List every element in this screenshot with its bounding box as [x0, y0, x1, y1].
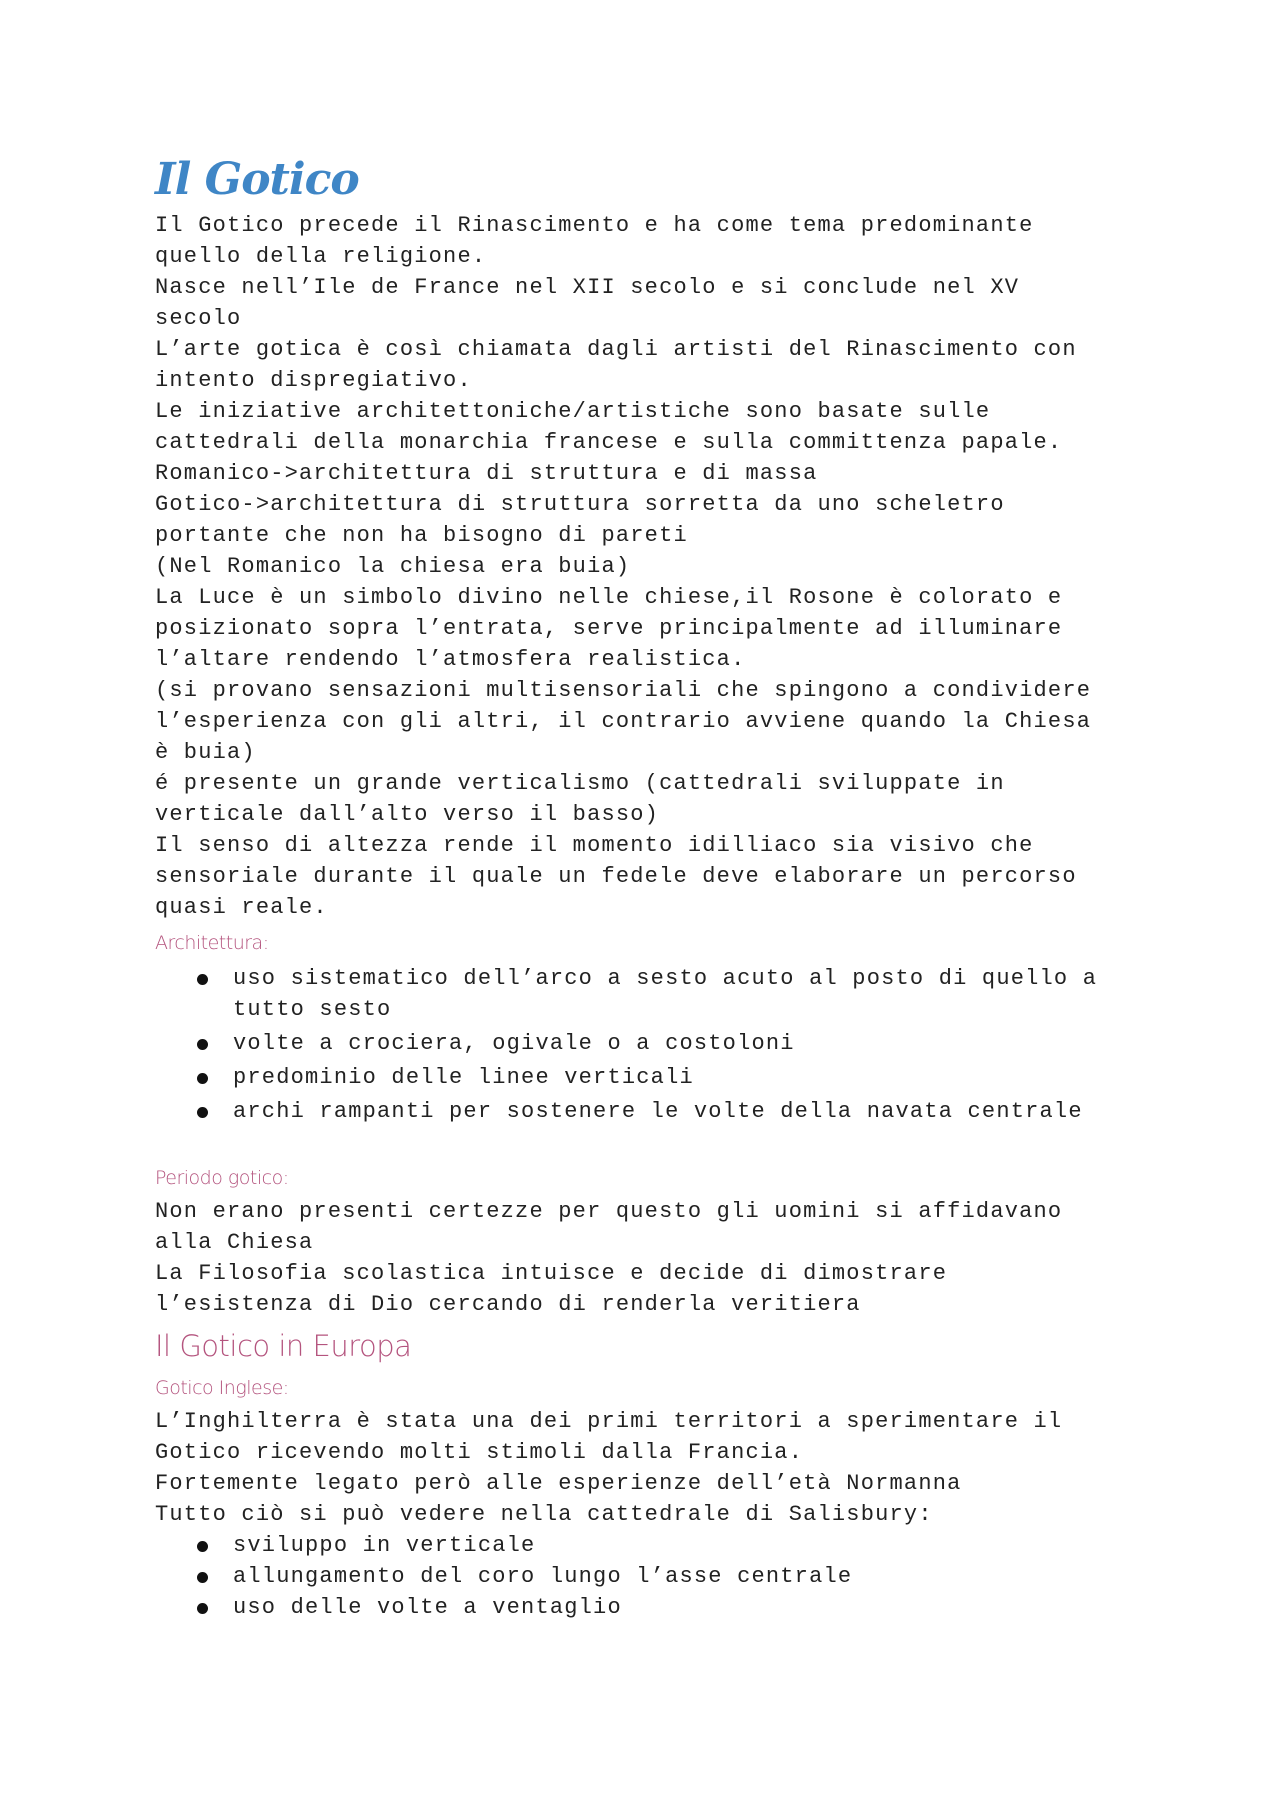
list-item	[155, 1062, 1155, 1093]
page-title: Il Gotico	[155, 154, 359, 205]
text-line: posizionato sopra l’entrata, serve principalmente ad illuminare	[155, 616, 1063, 641]
list-item-text: archi rampanti per sostenere le volte della navata centrale	[233, 1099, 1083, 1124]
text-line: Tutto ciò si può vedere nella cattedrale di Salisbury:	[155, 1502, 933, 1527]
list-item-text: volte a crociera, ogivale o a costoloni	[233, 1031, 795, 1056]
section-heading-architettura: Architettura:	[155, 932, 269, 954]
list-item	[155, 1561, 1155, 1592]
text-line: l’altare rendendo l’atmosfera realistica.	[155, 647, 746, 672]
text-line: Il Gotico precede il Rinascimento e ha come tema predominante	[155, 213, 1034, 238]
text-line: quello della religione.	[155, 244, 487, 269]
bullet-icon	[197, 1039, 208, 1050]
bullet-icon	[197, 1603, 208, 1614]
text-line: cattedrali della monarchia francese e sulla committenza papale.	[155, 430, 1063, 455]
text-line: portante che non ha bisogno di pareti	[155, 523, 688, 548]
text-line: quasi reale.	[155, 895, 328, 920]
section-heading-inglese: Gotico Inglese:	[155, 1377, 289, 1399]
text-line: L’arte gotica è così chiamata dagli artisti del Rinascimento con	[155, 337, 1077, 362]
text-line: l’esperienza con gli altri, il contrario avviene quando la Chiesa	[155, 709, 1092, 734]
text-line: l’esistenza di Dio cercando di renderla veritiera	[155, 1292, 861, 1317]
inglese-list	[155, 1530, 1155, 1623]
text-line: Non erano presenti certezze per questo gli uomini si affidavano	[155, 1199, 1063, 1224]
intro-text	[155, 210, 1155, 923]
periodo-text	[155, 1196, 1155, 1320]
list-item	[155, 1096, 1155, 1127]
list-item-text: allungamento del coro lungo l’asse centrale	[233, 1564, 853, 1589]
text-line: La Filosofia scolastica intuisce e decide di dimostrare	[155, 1261, 948, 1286]
list-item	[155, 1028, 1155, 1059]
text-line: Gotico ricevendo molti stimoli dalla Francia.	[155, 1440, 804, 1465]
text-line: La Luce è un simbolo divino nelle chiese,il Rosone è colorato e	[155, 585, 1063, 610]
section-heading-periodo: Periodo gotico:	[155, 1167, 289, 1189]
text-line: Le iniziative architettoniche/artistiche sono basate sulle	[155, 399, 991, 424]
text-line: Gotico->architettura di struttura sorretta da uno scheletro	[155, 492, 1005, 517]
inglese-text	[155, 1406, 1155, 1530]
document-page	[155, 150, 1155, 1623]
text-line: Fortemente legato però alle esperienze dell’età Normanna	[155, 1471, 962, 1496]
text-line: L’Inghilterra è stata una dei primi territori a sperimentare il	[155, 1409, 1063, 1434]
text-line: Romanico->architettura di struttura e di massa	[155, 461, 818, 486]
list-item	[155, 1530, 1155, 1561]
text-line: è buia)	[155, 740, 256, 765]
text-line: (si provano sensazioni multisensoriali che spingono a condividere	[155, 678, 1092, 703]
section-heading-europa: Il Gotico in Europa	[155, 1329, 412, 1363]
list-item	[155, 1592, 1155, 1623]
bullet-icon	[197, 1572, 208, 1583]
text-line: Il senso di altezza rende il momento idilliaco sia visivo che	[155, 833, 1034, 858]
bullet-icon	[197, 974, 208, 985]
bullet-icon	[197, 1541, 208, 1552]
list-item-text: predominio delle linee verticali	[233, 1065, 694, 1090]
text-line: Nasce nell’Ile de France nel XII secolo e si conclude nel XV	[155, 275, 1020, 300]
list-item-text: uso sistematico dell’arco a sesto acuto al posto di quello a tutto sesto	[233, 966, 1098, 1022]
text-line: alla Chiesa	[155, 1230, 314, 1255]
bullet-icon	[197, 1107, 208, 1118]
text-line: intento dispregiativo.	[155, 368, 472, 393]
text-line: secolo	[155, 306, 242, 331]
list-item-text: uso delle volte a ventaglio	[233, 1595, 622, 1620]
text-line: é presente un grande verticalismo (cattedrali sviluppate in	[155, 771, 1005, 796]
bullet-icon	[197, 1073, 208, 1084]
spacer	[155, 1130, 1155, 1158]
list-item	[155, 963, 1155, 1025]
text-line: verticale dall’alto verso il basso)	[155, 802, 660, 827]
list-item-text: sviluppo in verticale	[233, 1533, 536, 1558]
architettura-list	[155, 963, 1155, 1127]
text-line: (Nel Romanico la chiesa era buia)	[155, 554, 631, 579]
text-line: sensoriale durante il quale un fedele deve elaborare un percorso	[155, 864, 1077, 889]
